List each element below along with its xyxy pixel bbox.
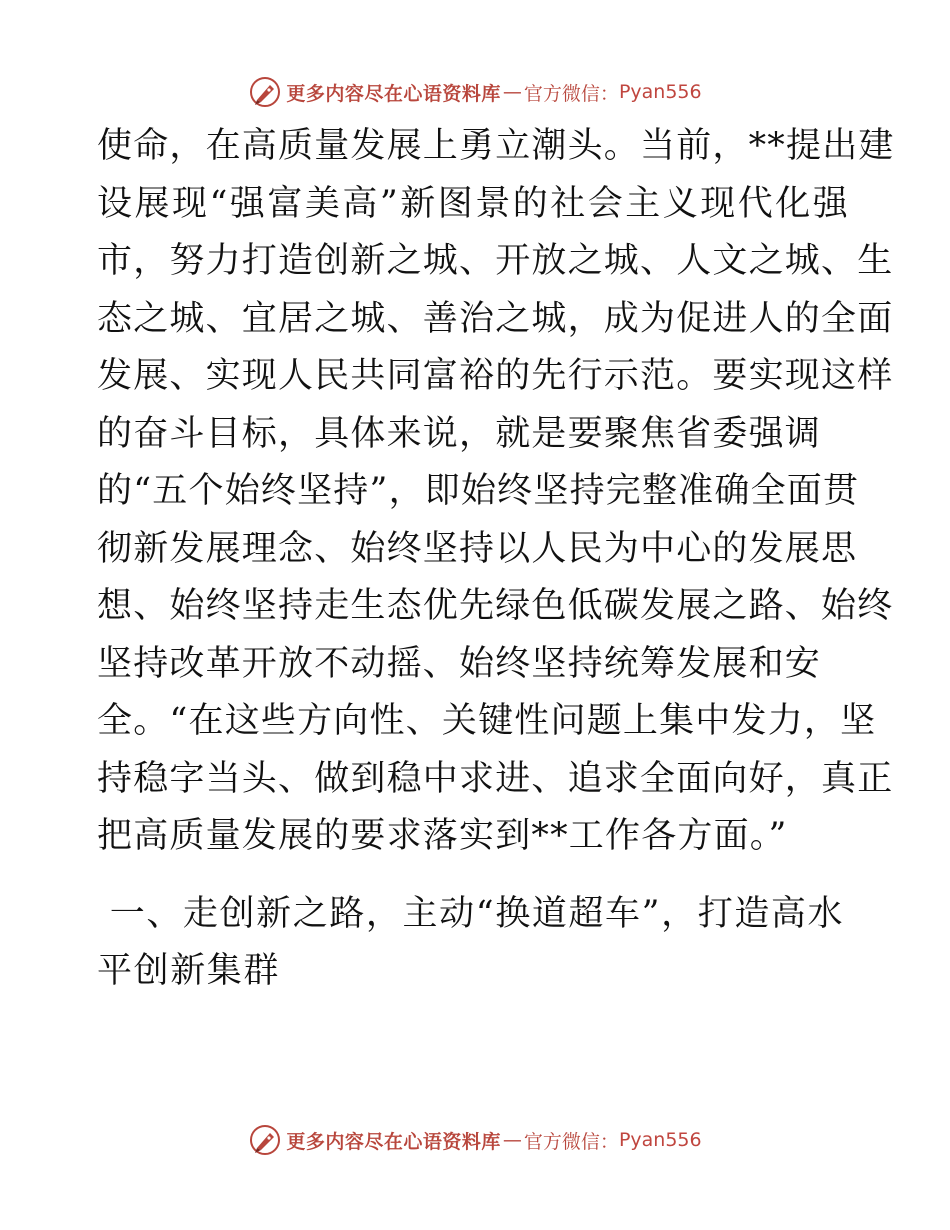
promo-text: 更多内容尽在心语资料库 <box>286 82 501 105</box>
body-paragraph <box>97 118 895 866</box>
heading-line: 一、走创新之路，主动“换道超车”，打造高水 <box>97 893 845 934</box>
paragraph-line: 全。“在这些方向性、关键性问题上集中发力，坚 <box>97 701 877 741</box>
paragraph-line: 市，努力打造创新之城、开放之城、人文之城、生 <box>97 241 894 281</box>
paragraph-line: 把高质量发展的要求落实到**工作各方面。” <box>97 816 788 856</box>
wechat-label: 官方微信： <box>523 82 619 105</box>
promo-dash: — <box>502 81 522 103</box>
paragraph-line: 彻新发展理念、始终坚持以人民为中心的发展思 <box>97 528 858 569</box>
paragraph-line: 的“五个始终坚持”，即始终坚持完整准确全面贯 <box>97 471 860 511</box>
paragraph-line: 的奋斗目标，具体来说，就是要聚焦省委强调 <box>97 413 822 454</box>
paragraph-line: 持稳字当头、做到稳中求进、追求全面向好，真正 <box>97 758 894 799</box>
wechat-label: 官方微信： <box>523 1130 619 1153</box>
section-spacer <box>97 866 849 886</box>
section-heading <box>97 886 849 1001</box>
promo-dash: — <box>502 1129 522 1151</box>
paragraph-line: 坚持改革开放不动摇、始终坚持统筹发展和安 <box>97 643 822 684</box>
paragraph-line: 使命，在高质量发展上勇立潮头。当前，**提出建 <box>97 126 895 166</box>
pen-nib-logo-icon <box>248 75 282 109</box>
paragraph-line: 设展现“强富美高”新图景的社会主义现代化强 <box>97 183 849 224</box>
paragraph-line: 态之城、宜居之城、善治之城，成为促进人的全面 <box>97 298 894 339</box>
document-body <box>97 118 895 1001</box>
promo-text: 更多内容尽在心语资料库 <box>286 1130 501 1153</box>
header-watermark-banner <box>0 72 950 112</box>
wechat-id: Pyan556 <box>618 1129 702 1151</box>
heading-line: 平创新集群 <box>97 951 281 991</box>
wechat-id: Pyan556 <box>618 81 702 103</box>
pen-nib-logo-icon <box>248 1123 282 1157</box>
paragraph-line: 发展、实现人民共同富裕的先行示范。要实现这样 <box>97 356 894 396</box>
paragraph-line: 想、始终坚持走生态优先绿色低碳发展之路、始终 <box>97 586 894 626</box>
footer-watermark-banner <box>0 1120 950 1160</box>
